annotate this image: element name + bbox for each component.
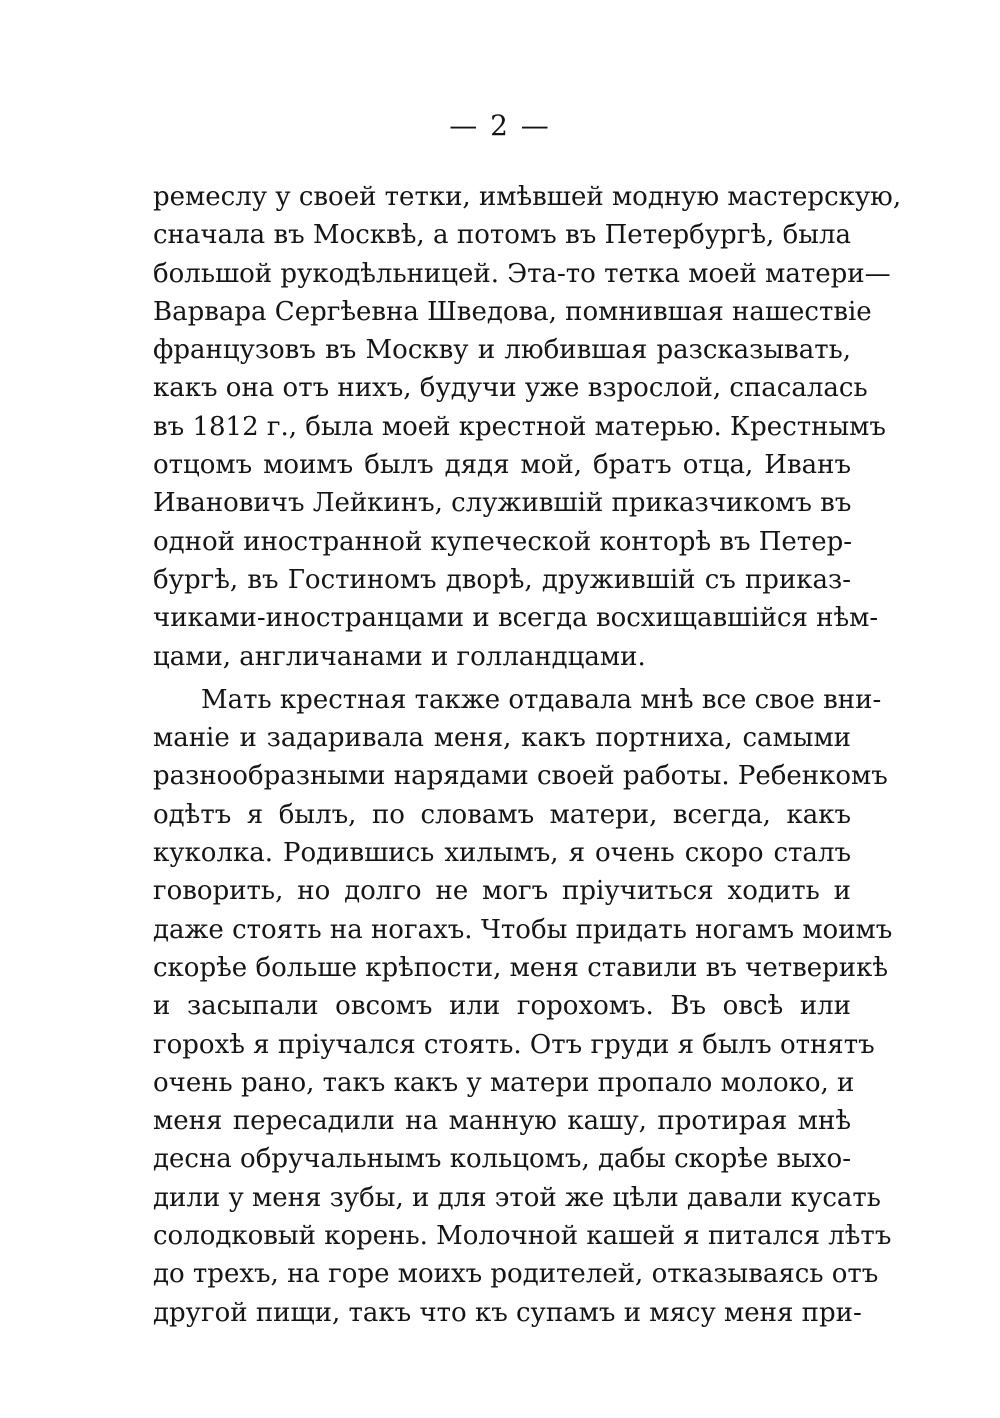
text-line: большой рукодѣльницей. Эта-то тетка моей матери— — [153, 258, 891, 289]
text-line: говорить, но долго не могъ пріучиться ходить и — [153, 876, 851, 907]
text-line: сначала въ Москвѣ, а потомъ въ Петербургѣ, была — [153, 220, 851, 251]
text-line: ремеслу у своей тетки, имѣвшей модную мастерскую, — [153, 182, 902, 212]
text-line: отцомъ моимъ былъ дядя мой, братъ отца, Иванъ — [153, 450, 851, 481]
text-line: маніе и задаривала меня, какъ портниха, самыми — [153, 723, 851, 754]
paragraph-2 — [153, 681, 893, 1332]
text-line: дили у меня зубы, и для этой же цѣли давали кусать — [153, 1182, 881, 1213]
text-line: даже стоять на ногахъ. Чтобы придать ногамъ моимъ — [153, 914, 893, 945]
text-line: какъ она отъ нихъ, будучи уже взрослой, спасалась — [153, 373, 868, 404]
text-line: скорѣе больше крѣпости, меня ставили въ четверикѣ — [153, 952, 889, 983]
text-line: куколка. Родившись хилымъ, я очень скоро сталъ — [153, 838, 851, 869]
paragraph-1 — [153, 178, 902, 676]
text-line: и засыпали овсомъ или горохомъ. Въ овсѣ или — [153, 991, 851, 1022]
text-line: разнообразными нарядами своей работы. Ребенкомъ — [153, 761, 888, 792]
text-line: чиками-иностранцами и всегда восхищавшійся нѣм- — [153, 603, 879, 634]
text-line: меня пересадили на манную кашу, протирая мнѣ — [153, 1106, 851, 1137]
text-line: въ 1812 г., была моей крестной матерью. Крестнымъ — [153, 411, 886, 442]
page-number: — 2 — — [449, 109, 551, 142]
text-line: Варвара Сергѣевна Шведова, помнившая нашествіе — [153, 296, 872, 327]
text-line: горохѣ я пріучался стоять. Отъ груди я былъ отнятъ — [153, 1029, 875, 1060]
text-line: до трехъ, на горе моихъ родителей, отказываясь отъ — [153, 1259, 879, 1290]
text-line: десна обручальнымъ кольцомъ, дабы скорѣе выхо- — [153, 1144, 851, 1175]
text-line: цами, англичанами и голландцами. — [153, 641, 646, 672]
text-line: одной иностранной купеческой конторѣ въ Петер- — [153, 526, 853, 557]
text-line: Мать крестная также отдавала мнѣ все свое вни- — [201, 684, 882, 715]
text-line: Ивановичъ Лейкинъ, служившій приказчикомъ въ — [153, 488, 852, 519]
text-line: очень рано, такъ какъ у матери пропало молоко, и — [153, 1067, 855, 1098]
text-line: одѣтъ я былъ, по словамъ матери, всегда, какъ — [153, 799, 851, 830]
text-line: бургѣ, въ Гостиномъ дворѣ, дружившій съ приказ- — [153, 564, 851, 595]
body-text — [153, 178, 902, 1332]
text-line: солодковый корень. Молочной кашей я питался лѣтъ — [153, 1221, 892, 1252]
text-line: другой пищи, такъ что къ супамъ и мясу меня при- — [153, 1297, 862, 1328]
text-line: французовъ въ Москву и любившая разсказывать, — [153, 335, 851, 366]
